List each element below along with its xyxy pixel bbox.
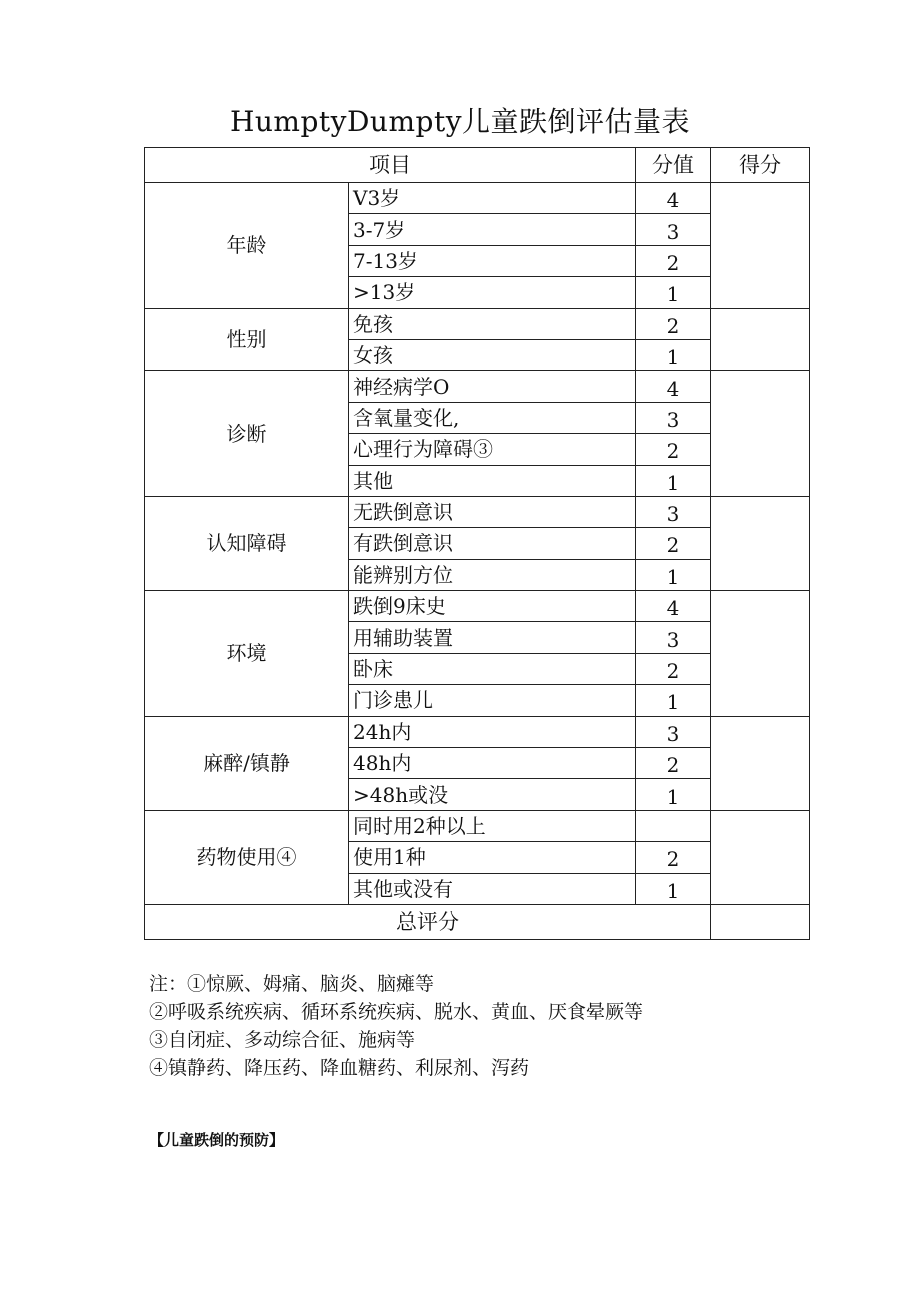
- category-cell: 药物使用④: [145, 810, 349, 904]
- score-cell: 4: [636, 591, 711, 622]
- total-row: [145, 904, 810, 939]
- score-cell: 1: [636, 339, 711, 370]
- header-score: 分值: [636, 148, 711, 183]
- page-title: HumptyDumpty儿童跌倒评估量表: [229, 105, 691, 138]
- option-cell: 跌倒9床史: [349, 591, 636, 622]
- table-row: [145, 308, 810, 339]
- got-score-cell[interactable]: [711, 183, 810, 309]
- category-cell: 诊断: [145, 371, 349, 497]
- score-cell: [636, 810, 711, 841]
- fall-risk-scale-table: [144, 147, 810, 940]
- score-cell: 2: [636, 528, 711, 559]
- option-cell: 含氧量变化,: [349, 402, 636, 433]
- got-score-cell[interactable]: [711, 810, 810, 904]
- notes: [149, 970, 643, 1082]
- option-cell: 同时用2种以上: [349, 810, 636, 841]
- score-cell: 1: [636, 559, 711, 590]
- option-cell: 7-13岁: [349, 245, 636, 276]
- score-cell: 2: [636, 245, 711, 276]
- note-line: ④镇静药、降压药、降血糖药、利尿剂、泻药: [149, 1057, 530, 1079]
- total-score-cell[interactable]: [711, 904, 810, 939]
- option-cell: 门诊患儿: [349, 685, 636, 716]
- option-cell: 无跌倒意识: [349, 496, 636, 527]
- score-cell: 1: [636, 779, 711, 810]
- table-row: [145, 810, 810, 841]
- got-score-cell[interactable]: [711, 371, 810, 497]
- option-cell: 48h内: [349, 748, 636, 779]
- table-header-row: [145, 148, 810, 183]
- score-cell: 4: [636, 183, 711, 214]
- score-cell: 2: [636, 653, 711, 684]
- score-cell: 3: [636, 402, 711, 433]
- score-cell: 3: [636, 622, 711, 653]
- option-cell: 能辨别方位: [349, 559, 636, 590]
- total-label: 总评分: [145, 904, 711, 939]
- option-cell: 卧床: [349, 653, 636, 684]
- option-cell: 心理行为障碍③: [349, 434, 636, 465]
- option-cell: >13岁: [349, 277, 636, 308]
- table-row: [145, 716, 810, 747]
- option-cell: 24h内: [349, 716, 636, 747]
- category-cell: 环境: [145, 591, 349, 717]
- option-cell: >48h或没: [349, 779, 636, 810]
- option-cell: 其他: [349, 465, 636, 496]
- note-line: ③自闭症、多动综合征、施病等: [149, 1029, 416, 1051]
- score-cell: 2: [636, 748, 711, 779]
- option-cell: 其他或没有: [349, 873, 636, 904]
- table-row: [145, 183, 810, 214]
- got-score-cell[interactable]: [711, 591, 810, 717]
- got-score-cell[interactable]: [711, 716, 810, 810]
- score-cell: 3: [636, 214, 711, 245]
- table-row: [145, 496, 810, 527]
- option-cell: 用辅助装置: [349, 622, 636, 653]
- section-heading: 【儿童跌倒的预防】: [149, 1131, 285, 1149]
- got-score-cell[interactable]: [711, 308, 810, 371]
- score-cell: 2: [636, 842, 711, 873]
- score-cell: 2: [636, 308, 711, 339]
- table-row: [145, 591, 810, 622]
- option-cell: 使用1种: [349, 842, 636, 873]
- category-cell: 年龄: [145, 183, 349, 309]
- note-line: ②呼吸系统疾病、循环系统疾病、脱水、黄血、厌食晕厥等: [149, 1001, 644, 1023]
- score-cell: 4: [636, 371, 711, 402]
- score-cell: 2: [636, 434, 711, 465]
- score-cell: 1: [636, 685, 711, 716]
- category-cell: 性别: [145, 308, 349, 371]
- header-item: 项目: [145, 148, 636, 183]
- score-cell: 3: [636, 716, 711, 747]
- score-cell: 1: [636, 465, 711, 496]
- option-cell: 有跌倒意识: [349, 528, 636, 559]
- score-cell: 3: [636, 496, 711, 527]
- option-cell: 免孩: [349, 308, 636, 339]
- score-cell: 1: [636, 873, 711, 904]
- got-score-cell[interactable]: [711, 496, 810, 590]
- option-cell: 女孩: [349, 339, 636, 370]
- table-row: [145, 371, 810, 402]
- note-line: 注：①惊厥、姆痛、脑炎、脑瘫等: [149, 973, 435, 995]
- score-cell: 1: [636, 277, 711, 308]
- option-cell: V3岁: [349, 183, 636, 214]
- option-cell: 3-7岁: [349, 214, 636, 245]
- category-cell: 认知障碍: [145, 496, 349, 590]
- header-got: 得分: [711, 148, 810, 183]
- category-cell: 麻醉/镇静: [145, 716, 349, 810]
- option-cell: 神经病学O: [349, 371, 636, 402]
